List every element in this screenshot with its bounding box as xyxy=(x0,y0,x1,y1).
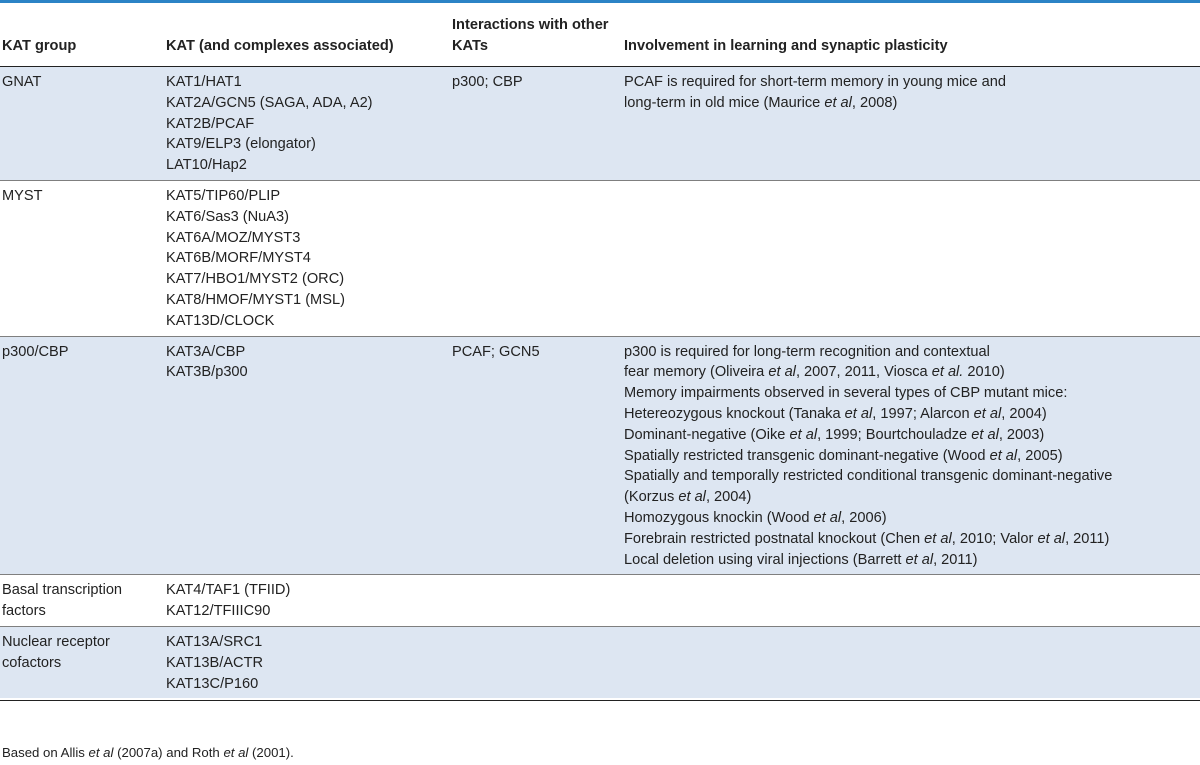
table-row xyxy=(0,336,1200,575)
kat-group-label: GNAT xyxy=(2,74,42,90)
cell-kat-group xyxy=(0,575,162,627)
table-header xyxy=(0,3,1200,67)
cell-interactions xyxy=(448,67,620,181)
interactions-text: p300; CBP xyxy=(452,74,523,90)
kat-entry: LAT10/Hap2 xyxy=(166,157,247,174)
kat-entry: KAT6/Sas3 (NuA3) xyxy=(166,208,290,225)
cell-kat-group xyxy=(0,336,162,575)
table-row xyxy=(0,67,1200,181)
cell-involvement xyxy=(620,336,1200,575)
involvement-line: Homozygous knockin (Wood et al, 2006) xyxy=(624,509,887,526)
kat-entry: KAT7/HBO1/MYST2 (ORC) xyxy=(166,271,345,288)
involvement-line: Spatially and temporally restricted conditional transgenic dominant-negative xyxy=(624,468,1113,485)
involvement-line: p300 is required for long-term recognition and contextual xyxy=(624,343,990,360)
kat-entry: KAT13A/SRC1 xyxy=(166,633,263,650)
involvement-line: long-term in old mice (Maurice et al, 2008) xyxy=(624,94,898,111)
kat-entry: KAT3A/CBP xyxy=(166,343,246,360)
cell-interactions xyxy=(448,180,620,336)
involvement-line: Memory impairments observed in several types of CBP mutant mice: xyxy=(624,385,1068,402)
involvement-line: Spatially restricted transgenic dominant-negative (Wood et al, 2005) xyxy=(624,447,1063,464)
kat-entry: KAT3B/p300 xyxy=(166,364,248,381)
bottom-rule xyxy=(0,700,1200,701)
involvement-line: (Korzus et al, 2004) xyxy=(624,489,752,506)
cell-kat-complexes xyxy=(162,336,448,575)
kat-entry: KAT8/HMOF/MYST1 (MSL) xyxy=(166,291,345,308)
table-row xyxy=(0,626,1200,698)
kat-entry: KAT4/TAF1 (TFIID) xyxy=(166,582,291,599)
cell-involvement xyxy=(620,626,1200,698)
kat-group-label: p300/CBP xyxy=(2,343,69,360)
kat-entry: KAT1/HAT1 xyxy=(166,74,242,90)
kat-table xyxy=(0,3,1200,698)
table-footnote: Based on Allis et al (2007a) and Roth et al (2001). xyxy=(2,745,294,760)
kat-entry: KAT6A/MOZ/MYST3 xyxy=(166,229,301,246)
kat-entry: KAT5/TIP60/PLIP xyxy=(166,187,281,204)
cell-kat-group xyxy=(0,67,162,181)
cell-kat-complexes xyxy=(162,180,448,336)
kat-entry: KAT2A/GCN5 (SAGA, ADA, A2) xyxy=(166,94,373,111)
involvement-line: Hetereozygous knockout (Tanaka et al, 1997; Alarcon et al, 2004) xyxy=(624,405,1047,422)
header-involvement: Involvement in learning and synaptic plasticity xyxy=(620,3,1200,67)
involvement-line: PCAF is required for short-term memory in young mice and xyxy=(624,74,1007,90)
kat-entry: KAT12/TFIIIC90 xyxy=(166,603,271,620)
header-kat-group: KAT group xyxy=(0,3,162,67)
kat-entry: KAT9/ELP3 (elongator) xyxy=(166,136,316,153)
kat-group-label: Nuclear receptor cofactors xyxy=(2,633,110,671)
involvement-line: Local deletion using viral injections (Barrett et al, 2011) xyxy=(624,551,978,568)
table-row xyxy=(0,575,1200,627)
interactions-text: PCAF; GCN5 xyxy=(452,343,540,360)
header-interactions: Interactions with other KATs xyxy=(448,3,620,67)
cell-kat-group xyxy=(0,180,162,336)
cell-interactions xyxy=(448,575,620,627)
cell-kat-group xyxy=(0,626,162,698)
cell-interactions xyxy=(448,336,620,575)
kat-entry: KAT13C/P160 xyxy=(166,675,259,692)
header-kat-complexes: KAT (and complexes associated) xyxy=(162,3,448,67)
kat-entry: KAT2B/PCAF xyxy=(166,115,255,132)
kat-entry: KAT13D/CLOCK xyxy=(166,312,275,329)
kat-entry: KAT13B/ACTR xyxy=(166,654,264,671)
cell-interactions xyxy=(448,626,620,698)
involvement-line: Forebrain restricted postnatal knockout (Chen et al, 2010; Valor et al, 2011) xyxy=(624,530,1110,547)
cell-kat-complexes xyxy=(162,575,448,627)
cell-kat-complexes xyxy=(162,67,448,181)
cell-involvement xyxy=(620,180,1200,336)
cell-kat-complexes xyxy=(162,626,448,698)
cell-involvement xyxy=(620,67,1200,181)
cell-involvement xyxy=(620,575,1200,627)
involvement-line: fear memory (Oliveira et al, 2007, 2011, Viosca et al. 2010) xyxy=(624,364,1005,381)
kat-group-label: Basal transcription factors xyxy=(2,582,123,620)
kat-entry: KAT6B/MORF/MYST4 xyxy=(166,250,311,267)
kat-group-label: MYST xyxy=(2,187,43,204)
involvement-line: Dominant-negative (Oike et al, 1999; Bourtchouladze et al, 2003) xyxy=(624,426,1045,443)
table-body xyxy=(0,67,1200,699)
table-row xyxy=(0,180,1200,336)
